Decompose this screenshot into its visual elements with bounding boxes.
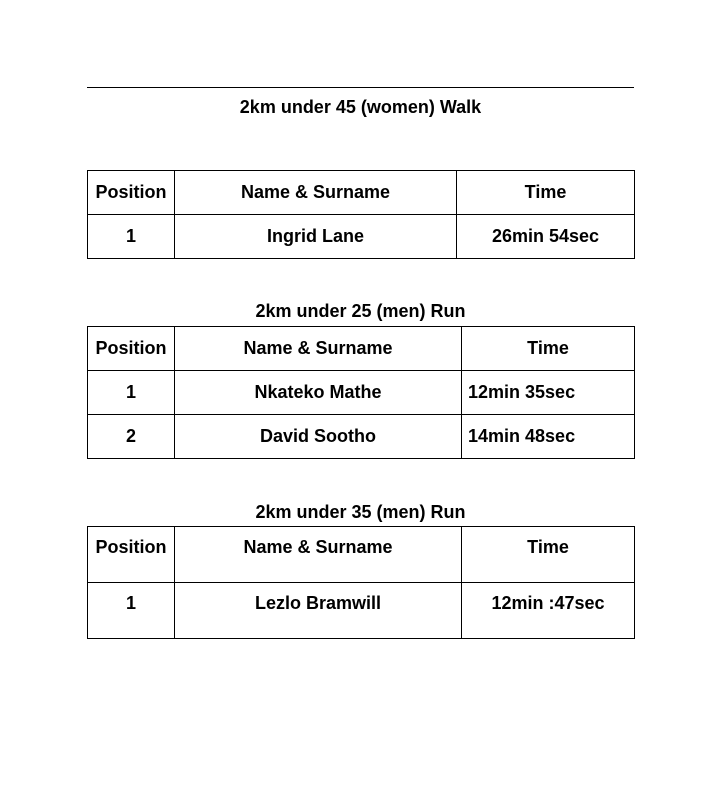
row-time: 26min 54sec xyxy=(457,215,635,259)
table-header-row xyxy=(88,527,635,583)
header-position: Position xyxy=(88,327,175,371)
results-table-women-walk-45 xyxy=(87,170,635,259)
row-position: 1 xyxy=(88,371,175,415)
row-name: Lezlo Bramwill xyxy=(175,583,462,639)
row-time: 12min 35sec xyxy=(462,371,635,415)
header-name: Name & Surname xyxy=(175,527,462,583)
top-divider xyxy=(87,87,634,88)
row-time: 12min :47sec xyxy=(462,583,635,639)
header-time: Time xyxy=(457,171,635,215)
table-row xyxy=(88,215,635,259)
header-name: Name & Surname xyxy=(175,171,457,215)
header-time: Time xyxy=(462,327,635,371)
table-row xyxy=(88,415,635,459)
table-header-row xyxy=(88,327,635,371)
header-position: Position xyxy=(88,171,175,215)
results-table-men-run-35 xyxy=(87,526,635,639)
table-row xyxy=(88,583,635,639)
table-row xyxy=(88,371,635,415)
results-table-men-run-25 xyxy=(87,326,635,459)
header-name: Name & Surname xyxy=(175,327,462,371)
row-time: 14min 48sec xyxy=(462,415,635,459)
row-name: Ingrid Lane xyxy=(175,215,457,259)
table-title-women-walk-45: 2km under 45 (women) Walk xyxy=(239,97,482,117)
table-title-men-run-35: 2km under 35 (men) Run xyxy=(255,502,466,522)
row-position: 1 xyxy=(88,583,175,639)
table-title-men-run-25: 2km under 25 (men) Run xyxy=(255,301,466,321)
header-time: Time xyxy=(462,527,635,583)
row-name: David Sootho xyxy=(175,415,462,459)
row-position: 1 xyxy=(88,215,175,259)
table-header-row xyxy=(88,171,635,215)
header-position: Position xyxy=(88,527,175,583)
row-position: 2 xyxy=(88,415,175,459)
row-name: Nkateko Mathe xyxy=(175,371,462,415)
